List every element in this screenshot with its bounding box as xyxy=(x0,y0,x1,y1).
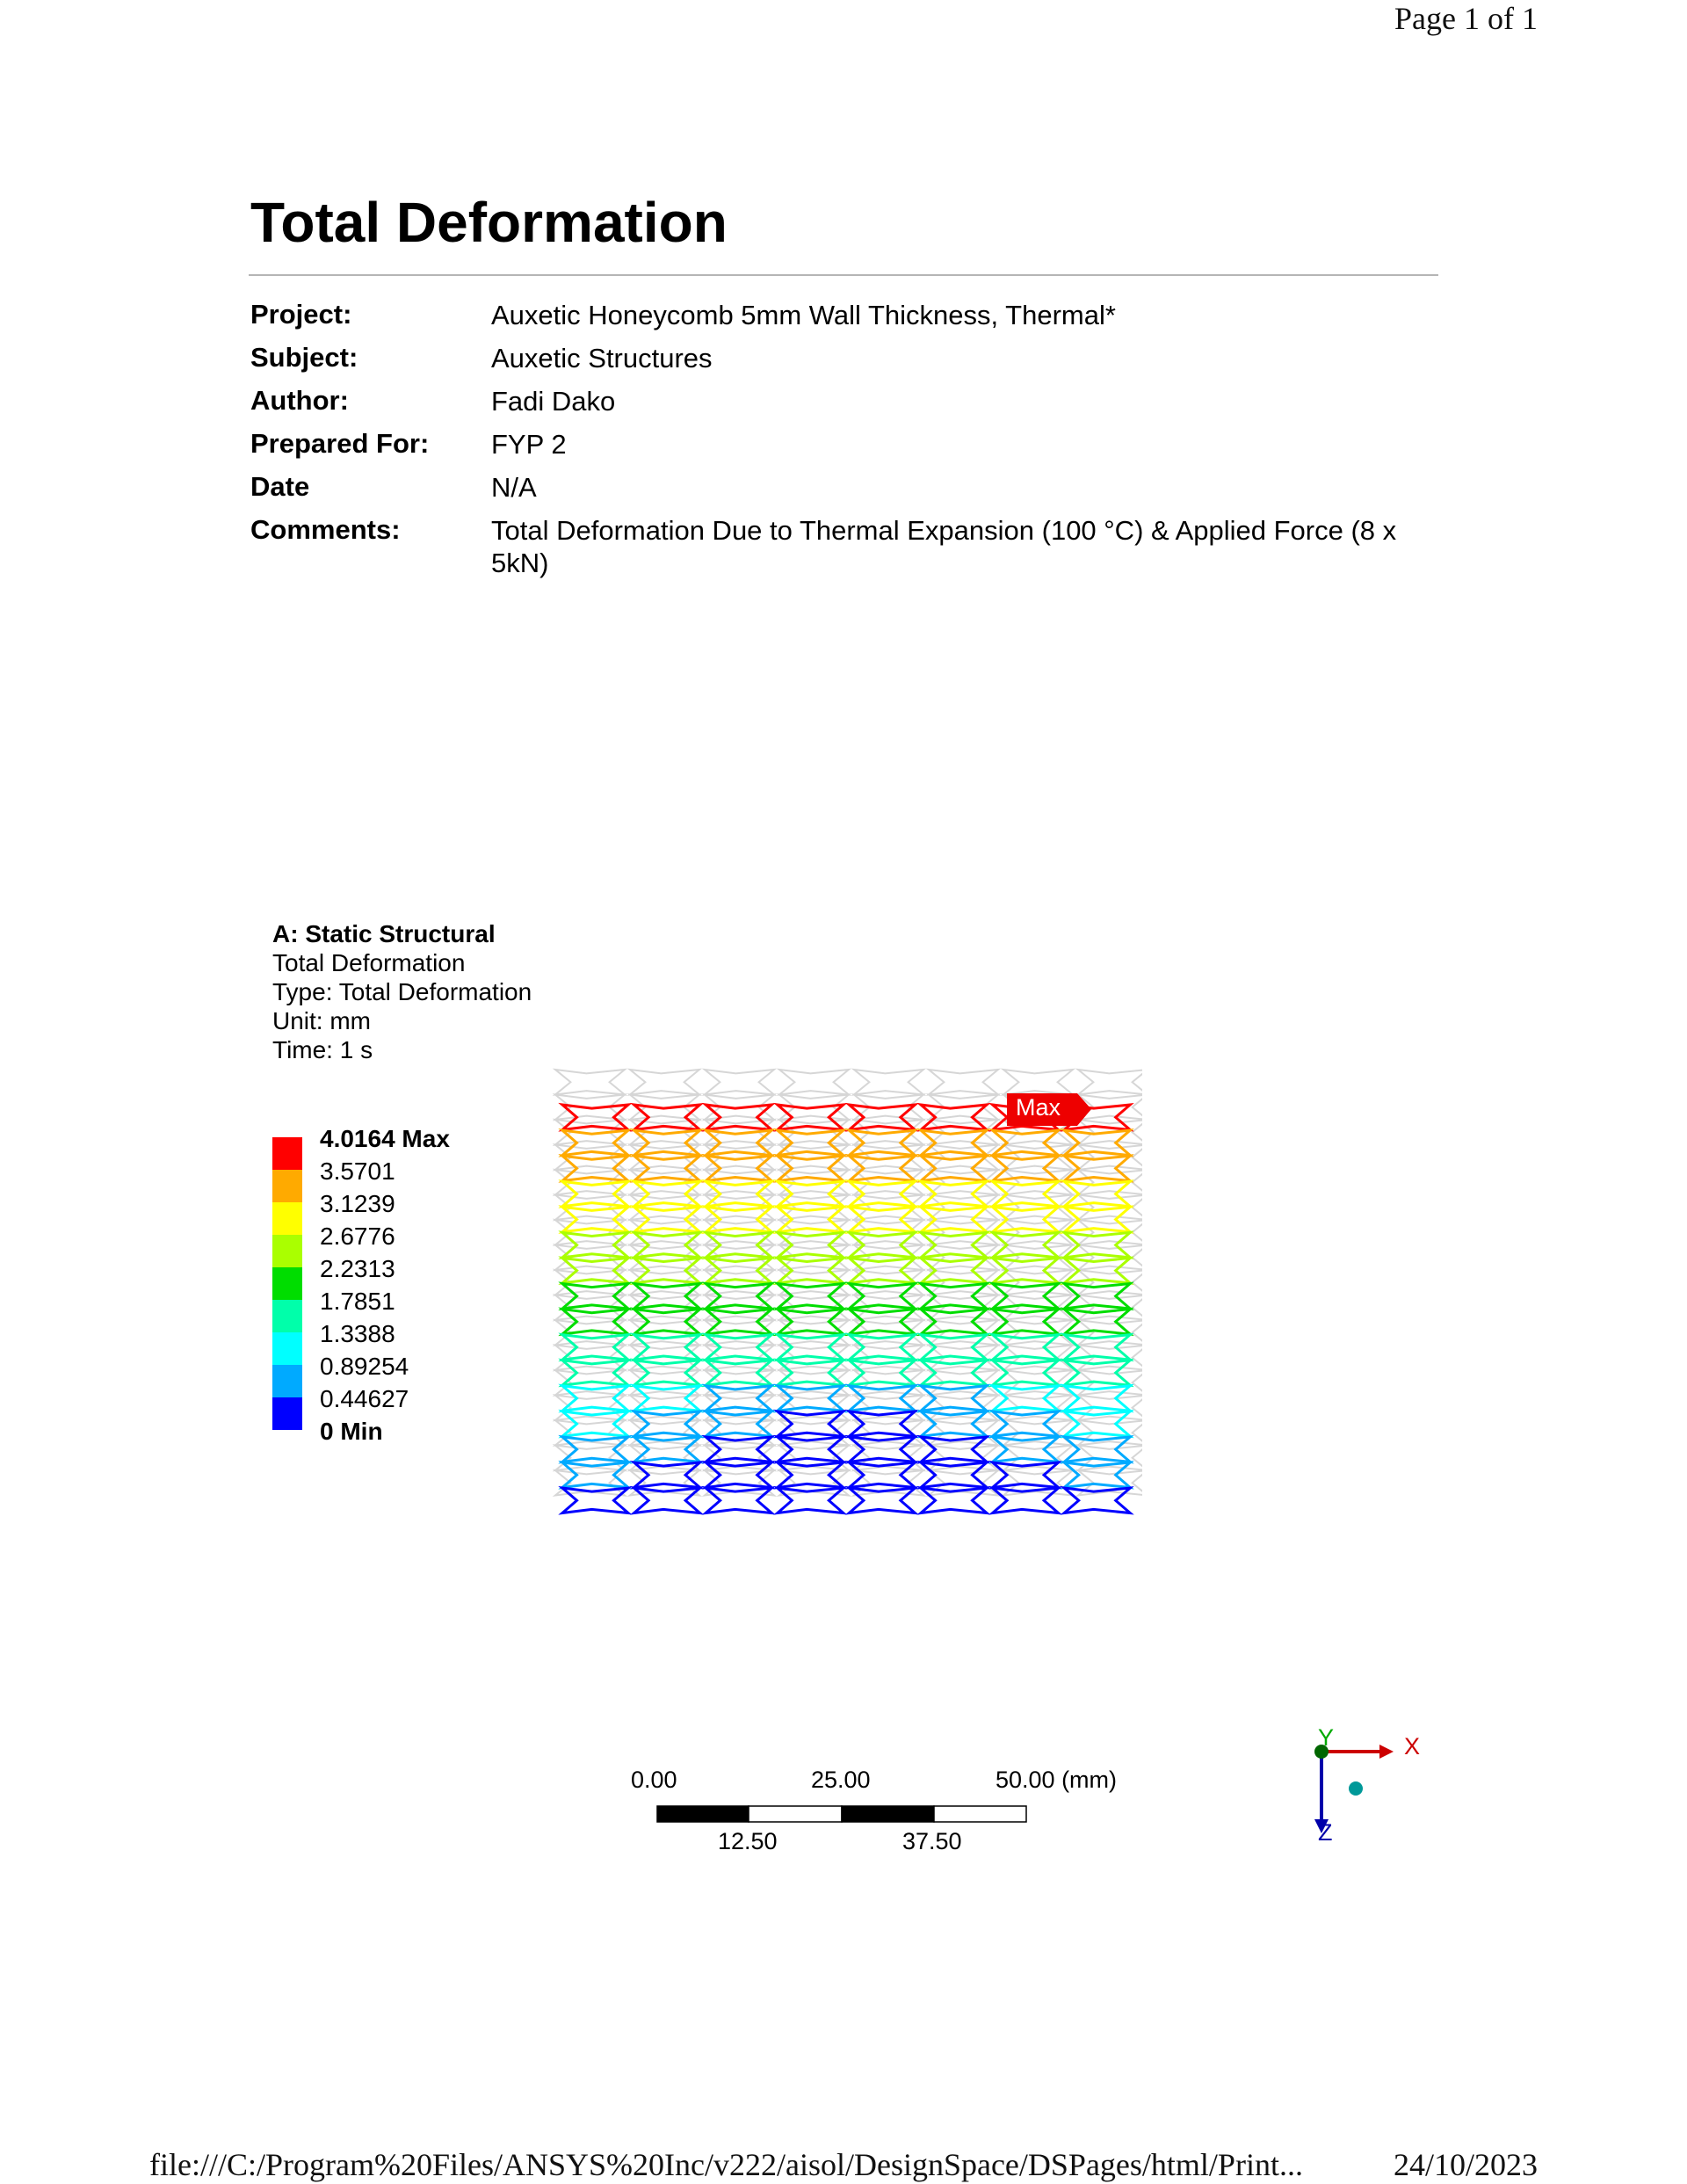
meta-label: Project: xyxy=(250,299,352,330)
mesh-cell xyxy=(929,1470,998,1496)
max-marker-label: Max xyxy=(1016,1094,1061,1121)
mesh-cell xyxy=(921,1462,987,1488)
legend-label: 0.89254 xyxy=(320,1353,409,1380)
meta-value: Auxetic Structures xyxy=(491,343,713,374)
meta-label: Comments: xyxy=(250,514,401,545)
meta-label: Author: xyxy=(250,385,349,416)
scale-label: 50.00 (mm) xyxy=(996,1767,1118,1793)
legend-label-min: 0 Min xyxy=(320,1418,383,1445)
legend-swatch xyxy=(272,1170,302,1202)
mesh-cell xyxy=(706,1462,771,1488)
legend-swatch xyxy=(272,1235,302,1267)
mesh-cell xyxy=(778,1232,844,1258)
mesh-cell xyxy=(634,1488,700,1513)
mesh-cell xyxy=(993,1462,1059,1488)
figure-result-name: Total Deformation xyxy=(272,949,466,976)
meta-value: FYP 2 xyxy=(491,429,567,460)
page-number: Page 1 of 1 xyxy=(1394,1,1538,36)
meta-label: Prepared For: xyxy=(250,428,430,459)
legend-label: 3.1239 xyxy=(320,1190,395,1217)
legend-swatch xyxy=(272,1300,302,1332)
legend-swatch xyxy=(272,1365,302,1397)
mesh-cell xyxy=(555,1070,625,1095)
mesh-cell xyxy=(706,1360,771,1386)
meta-label: Subject: xyxy=(250,342,358,373)
z-axis-label: Z xyxy=(1318,1819,1333,1846)
legend-label: 1.7851 xyxy=(320,1288,395,1315)
legend-swatch xyxy=(272,1397,302,1430)
mesh-cell xyxy=(1064,1462,1130,1488)
meta-value: Total Deformation Due to Thermal Expansion (100 °C) & Applied Force (8 x 5kN) xyxy=(491,515,1397,578)
legend-swatch xyxy=(272,1202,302,1235)
legend-swatch xyxy=(272,1332,302,1365)
legend-swatch xyxy=(272,1267,302,1300)
legend-label: 2.2313 xyxy=(320,1255,395,1282)
mesh-cell xyxy=(630,1070,699,1095)
mesh-cell xyxy=(929,1070,998,1095)
meta-value: Fadi Dako xyxy=(491,386,616,417)
mesh-cell xyxy=(1003,1446,1073,1471)
meta-value: N/A xyxy=(491,472,537,503)
legend-label-max: 4.0164 Max xyxy=(320,1125,450,1152)
title-divider xyxy=(249,274,1438,276)
mesh-cell xyxy=(993,1488,1059,1513)
legend-label: 0.44627 xyxy=(320,1385,409,1412)
x-axis-label: X xyxy=(1404,1733,1421,1760)
mesh-cell xyxy=(562,1488,628,1513)
mesh-cell xyxy=(993,1283,1059,1309)
figure-result-type: Type: Total Deformation xyxy=(272,978,532,1005)
scale-label: 0.00 xyxy=(631,1767,677,1793)
deformed-mesh-contour xyxy=(562,1105,1130,1513)
mesh-cell xyxy=(1064,1437,1130,1462)
y-axis-label: Y xyxy=(1318,1724,1335,1751)
legend-label: 3.5701 xyxy=(320,1157,395,1185)
max-marker xyxy=(1007,1093,1091,1126)
mesh-cell xyxy=(706,1488,771,1513)
mesh-cell xyxy=(929,1446,998,1471)
meta-label: Date xyxy=(250,471,310,502)
mesh-cell xyxy=(1064,1283,1130,1309)
mesh-cell xyxy=(993,1411,1059,1437)
footer-date: 24/10/2023 xyxy=(1393,2147,1538,2182)
mesh-cell xyxy=(778,1488,844,1513)
scale-bar xyxy=(615,1767,1142,1872)
mesh-cell xyxy=(1064,1488,1130,1513)
coordinate-triad xyxy=(1292,1723,1441,1854)
figure-header xyxy=(272,919,532,1064)
mesh-cell xyxy=(1078,1070,1142,1095)
mesh-cell xyxy=(921,1437,987,1462)
page-title: Total Deformation xyxy=(250,191,728,254)
mesh-cell xyxy=(705,1070,774,1095)
mesh-cell xyxy=(993,1437,1059,1462)
mesh-cell xyxy=(921,1488,987,1513)
legend-label: 1.3388 xyxy=(320,1320,395,1347)
scale-label: 25.00 xyxy=(811,1767,871,1793)
scale-bar-graphic xyxy=(656,1805,1029,1825)
meta-value: Auxetic Honeycomb 5mm Wall Thickness, Thermal* xyxy=(491,300,1116,330)
scale-label: 12.50 xyxy=(718,1828,778,1854)
figure-time: Time: 1 s xyxy=(272,1036,373,1063)
footer-file-path: file:///C:/Program%20Files/ANSYS%20Inc/v222/aisol/DesignSpace/DSPages/html/Print... xyxy=(149,2147,1303,2182)
mesh-cell xyxy=(1003,1070,1073,1095)
mesh-cell xyxy=(854,1070,923,1095)
mesh-cell xyxy=(1064,1156,1130,1181)
mesh-cell xyxy=(993,1156,1059,1181)
scale-label: 37.50 xyxy=(902,1828,962,1854)
mesh-cell xyxy=(1078,1220,1142,1245)
figure-unit: Unit: mm xyxy=(272,1007,371,1034)
legend-swatch xyxy=(272,1137,302,1170)
mesh-cell xyxy=(779,1070,849,1095)
figure-analysis-name: A: Static Structural xyxy=(272,920,496,947)
deformed-honeycomb-mesh xyxy=(545,1059,1142,1745)
legend-label: 2.6776 xyxy=(320,1223,395,1250)
